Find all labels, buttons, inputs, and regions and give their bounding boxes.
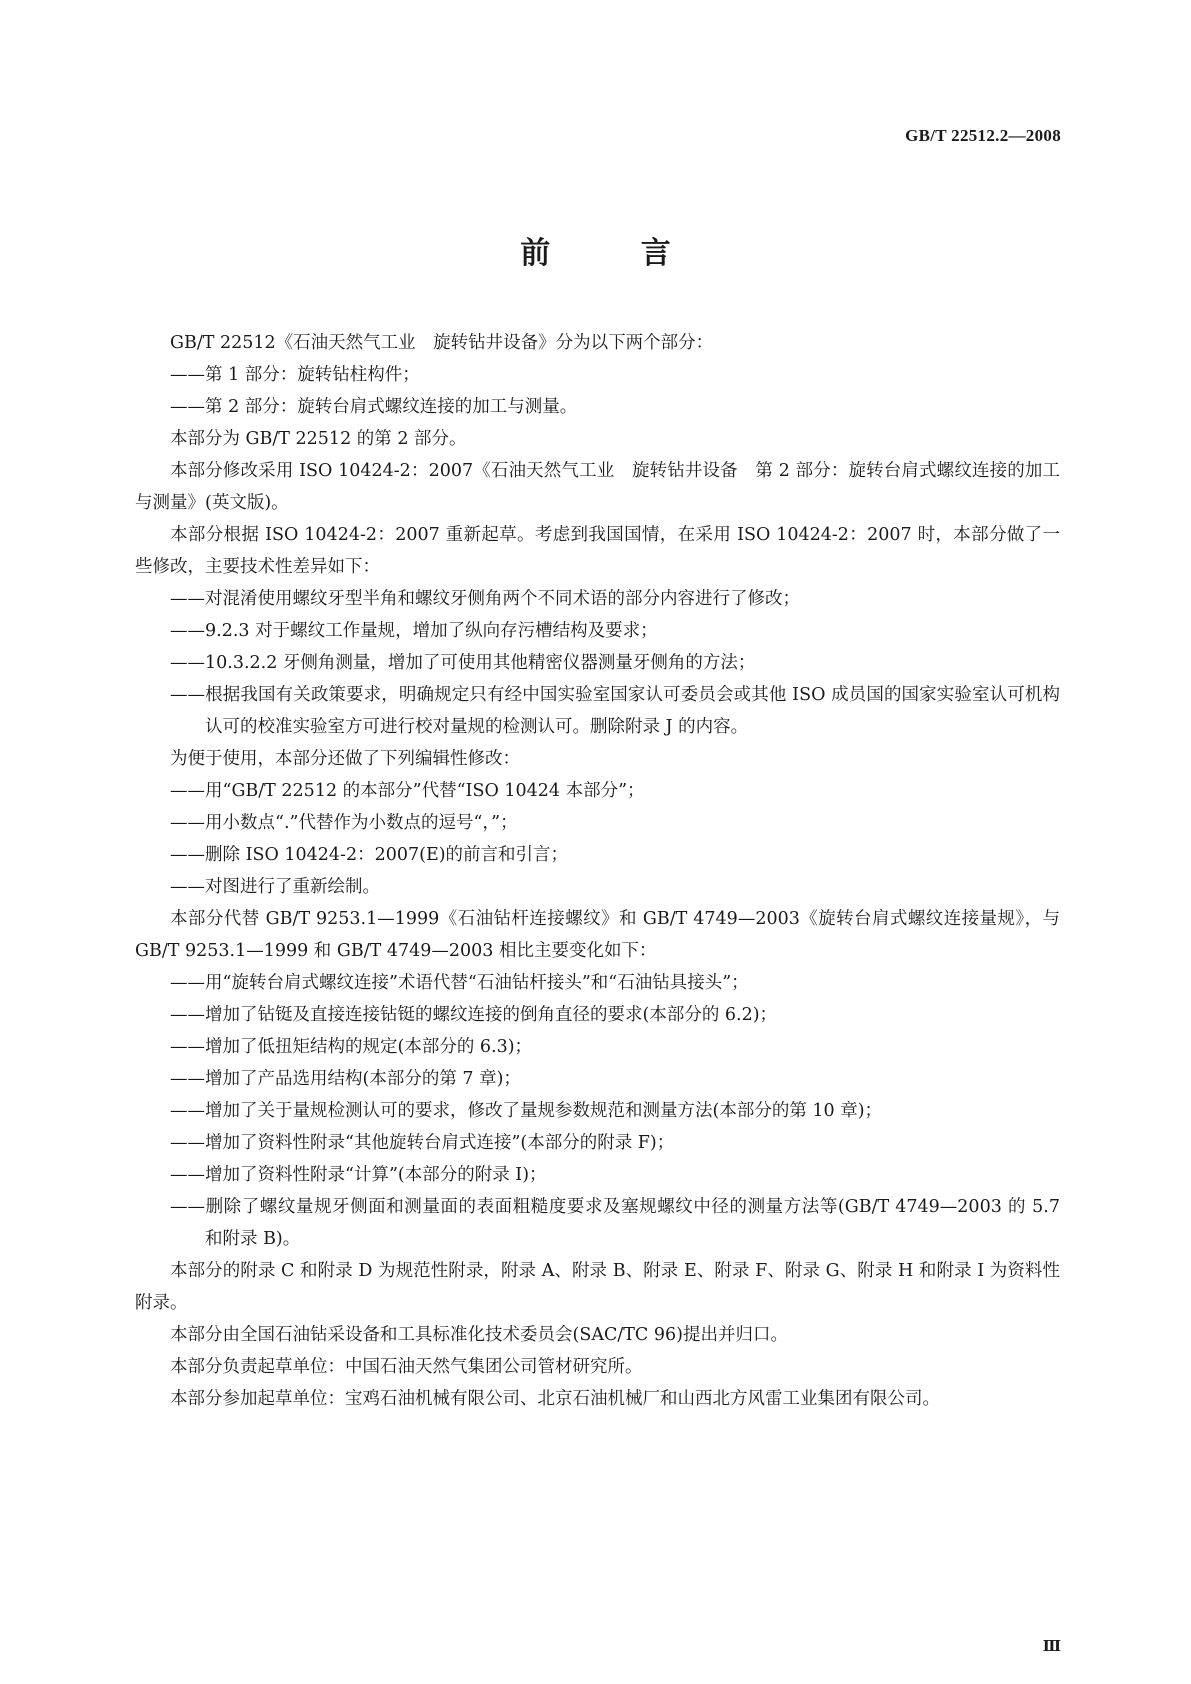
list-item: ——删除 ISO 10424-2：2007(E)的前言和引言； bbox=[170, 845, 569, 865]
list-item: ——对图进行了重新绘制。 bbox=[170, 877, 380, 897]
list-item: ——10.3.2.2 牙侧角测量，增加了可使用其他精密仪器测量牙侧角的方法； bbox=[170, 653, 756, 673]
paragraph: 本部分为 GB/T 22512 的第 2 部分。 bbox=[170, 429, 467, 449]
list-item: ——第 2 部分：旋转台肩式螺纹连接的加工与测量。 bbox=[170, 397, 578, 417]
paragraph: GB/T 22512《石油天然气工业 旋转钻井设备》分为以下两个部分： bbox=[170, 333, 714, 353]
paragraph: 本部分参加起草单位：宝鸡石油机械有限公司、北京石油机械厂和山西北方风雷工业集团有限公司。 bbox=[170, 1389, 940, 1409]
page-number: Ⅲ bbox=[1042, 1639, 1061, 1655]
list-item: ——对混淆使用螺纹牙型半角和螺纹牙侧角两个不同术语的部分内容进行了修改； bbox=[170, 589, 800, 609]
list-item: ——增加了关于量规检测认可的要求，修改了量规参数规范和测量方法(本部分的第 10 章)； bbox=[170, 1101, 883, 1121]
list-item: ——增加了资料性附录“计算”(本部分的附录 I)； bbox=[170, 1165, 547, 1185]
list-item: ——根据我国有关政策要求，明确规定只有经中国实验室国家认可委员会或其他 ISO 成员国的国家实验室认可机构认可的校准实验室方可进行校对量规的检测认可。删除附录 J 的内容。 bbox=[170, 685, 1060, 737]
list-item: ——删除了螺纹量规牙侧面和测量面的表面粗糙度要求及塞规螺纹中径的测量方法等(GB/T 4749—2003 的 5.7 和附录 B)。 bbox=[170, 1197, 1060, 1249]
list-item: ——增加了低扭矩结构的规定(本部分的 6.3)； bbox=[170, 1037, 533, 1057]
list-item: ——用“GB/T 22512 的本部分”代替“ISO 10424 本部分”； bbox=[170, 781, 645, 801]
list-item: ——增加了钻铤及直接连接钻铤的螺纹连接的倒角直径的要求(本部分的 6.2)； bbox=[170, 1005, 778, 1025]
list-item: ——用“旋转台肩式螺纹连接”术语代替“石油钻杆接头”和“石油钻具接头”； bbox=[170, 973, 749, 993]
paragraph: 本部分根据 ISO 10424-2：2007 重新起草。考虑到我国国情，在采用 ISO 10424-2：2007 时，本部分做了一些修改，主要技术性差异如下： bbox=[135, 525, 1060, 577]
paragraph: 为便于使用，本部分还做了下列编辑性修改： bbox=[170, 749, 520, 769]
document-body bbox=[135, 327, 1060, 1415]
list-item: ——增加了资料性附录“其他旋转台肩式连接”(本部分的附录 F)； bbox=[170, 1133, 675, 1153]
page-title: 前 言 bbox=[520, 236, 711, 271]
paragraph: 本部分由全国石油钻采设备和工具标准化技术委员会(SAC/TC 96)提出并归口。 bbox=[170, 1325, 788, 1345]
paragraph: 本部分修改采用 ISO 10424-2：2007《石油天然气工业 旋转钻井设备 第 2 部分：旋转台肩式螺纹连接的加工与测量》(英文版)。 bbox=[135, 461, 1060, 513]
list-item: ——第 1 部分：旋转钻柱构件； bbox=[170, 365, 420, 385]
list-item: ——用小数点“.”代替作为小数点的逗号“，”； bbox=[170, 813, 518, 833]
list-item: ——9.2.3 对于螺纹工作量规，增加了纵向存污槽结构及要求； bbox=[170, 621, 658, 641]
paragraph: 本部分负责起草单位：中国石油天然气集团公司管材研究所。 bbox=[170, 1357, 643, 1377]
paragraph: 本部分代替 GB/T 9253.1—1999《石油钻杆连接螺纹》和 GB/T 4749—2003《旋转台肩式螺纹连接量规》，与 GB/T 9253.1—1999 和 GB/T 4749—2003 相比主要变化如下： bbox=[135, 909, 1060, 961]
paragraph: 本部分的附录 C 和附录 D 为规范性附录，附录 A、附录 B、附录 E、附录 F、附录 G、附录 H 和附录 I 为资料性附录。 bbox=[135, 1261, 1060, 1313]
standard-code: GB/T 22512.2—2008 bbox=[905, 126, 1061, 145]
list-item: ——增加了产品选用结构(本部分的第 7 章)； bbox=[170, 1069, 521, 1089]
